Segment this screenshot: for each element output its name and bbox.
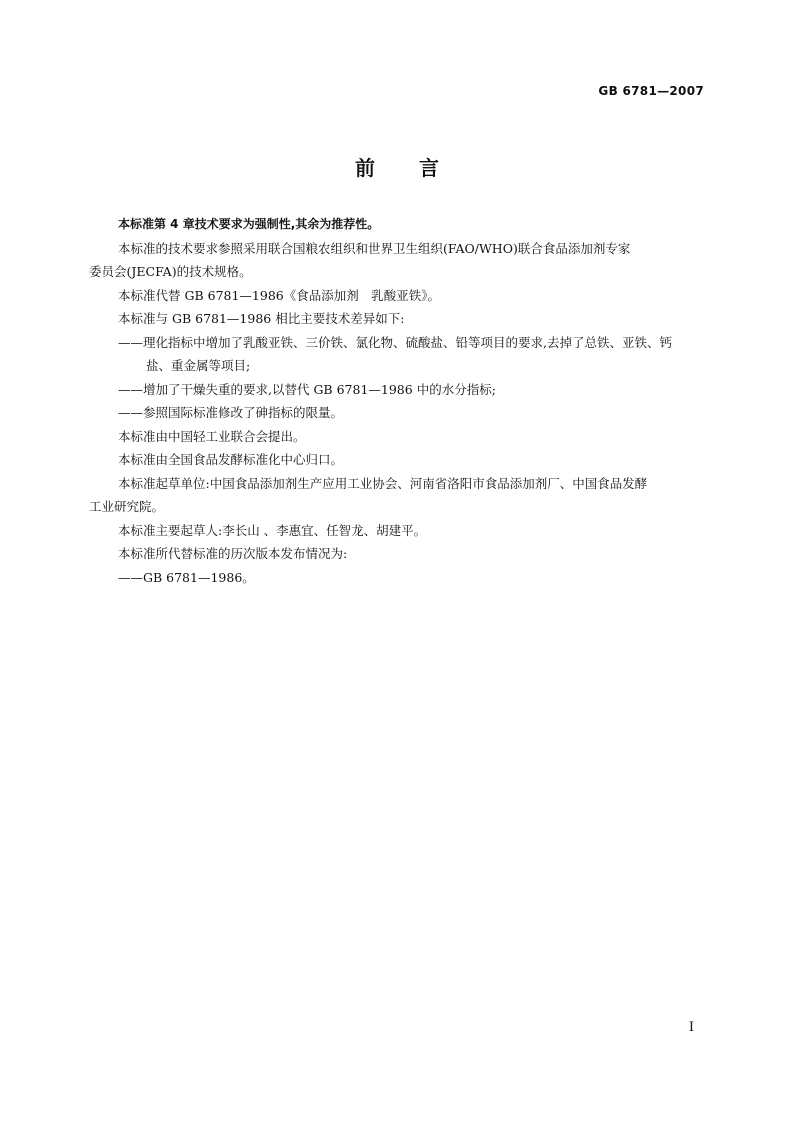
paragraph-proposed-by: 本标准由中国轻工业联合会提出。 (118, 428, 306, 444)
title-char-2: 言 (419, 156, 439, 180)
list-item-difference-1-line2: 盐、重金属等项目; (146, 358, 251, 373)
title-char-1: 前 (355, 156, 375, 180)
list-item-difference-1-line1: ——理化指标中增加了乳酸亚铁、三价铁、氯化物、硫酸盐、铅等项目的要求,去掉了总铁、亚铁、钙 (118, 334, 672, 350)
page-title (0, 152, 794, 181)
foreword-body (89, 213, 704, 589)
standard-number: GB 6781—2007 (598, 84, 704, 98)
page-number: I (688, 1020, 694, 1035)
paragraph-mandatory-note: 本标准第 4 章技术要求为强制性,其余为推荐性。 (118, 217, 380, 231)
paragraph-history-intro: 本标准所代替标准的历次版本发布情况为: (118, 546, 348, 561)
paragraph-centralized-by: 本标准由全国食品发酵标准化中心归口。 (118, 452, 344, 467)
paragraph-differences-intro: 本标准与 GB 6781—1986 相比主要技术差异如下: (118, 311, 405, 326)
paragraph-drafters: 本标准主要起草人:李长山 、李惠宜、任智龙、胡建平。 (118, 522, 427, 538)
list-item-history-1: ——GB 6781—1986。 (118, 569, 255, 585)
paragraph-replaces: 本标准代替 GB 6781—1986《食品添加剂 乳酸亚铁》。 (118, 287, 440, 303)
list-item-difference-3: ——参照国际标准修改了砷指标的限量。 (118, 405, 344, 420)
paragraph-drafting-units-line1: 本标准起草单位:中国食品添加剂生产应用工业协会、河南省洛阳市食品添加剂厂、中国食品发酵 (118, 475, 648, 491)
paragraph-reference-line1: 本标准的技术要求参照采用联合国粮农组织和世界卫生组织(FAO/WHO)联合食品添加剂专家 (118, 240, 631, 256)
paragraph-drafting-units-line2: 工业研究院。 (89, 499, 165, 514)
list-item-difference-2: ——增加了干燥失重的要求,以替代 GB 6781—1986 中的水分指标; (118, 381, 496, 397)
paragraph-reference-line2: 委员会(JECFA)的技术规格。 (89, 264, 252, 279)
